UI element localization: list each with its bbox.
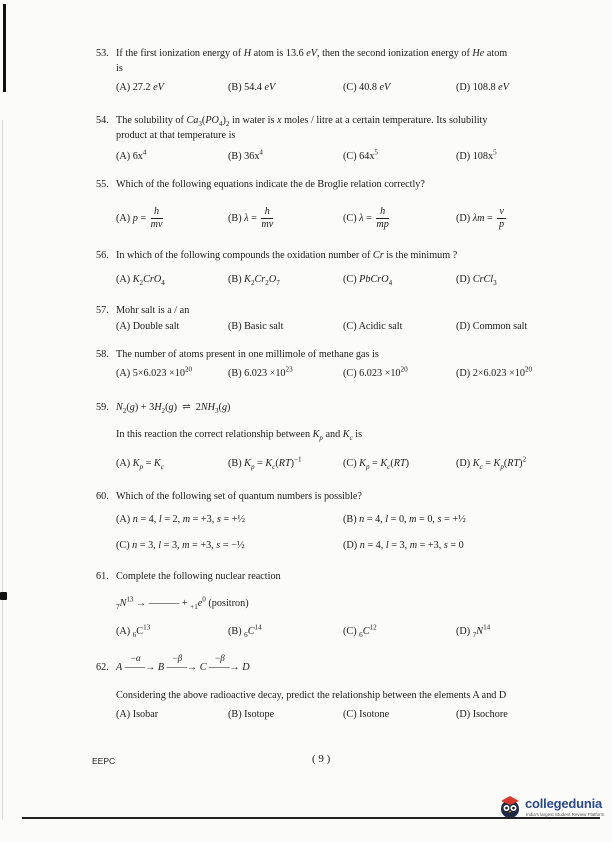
question-59: 59. $N_2(g) + 3H_2(g)$ ⇌ $2NH_3(g)$ [96, 402, 231, 416]
binding-edge-mark [3, 4, 6, 92]
option-62-a: (A) Isobar [116, 709, 159, 720]
option-56-a: (A) $K_2CrO_4$ [116, 274, 165, 288]
options-53 [116, 82, 586, 98]
option-62-c: (C) Isotone [343, 709, 390, 720]
options-60-row1 [116, 514, 586, 530]
options-56 [116, 274, 586, 290]
option-55-d: (D) λm = $\frac{v}{p}$ [456, 206, 505, 230]
option-61-c: (C) $_6C^{12}$ [343, 623, 377, 640]
options-61 [116, 623, 586, 642]
options-60-row2 [116, 540, 586, 556]
option-55-c: (C) λ = $\frac{h}{mp}$ [343, 206, 389, 230]
option-58-a: (A) $5\times 6.023 \times 10^{20}$ [116, 365, 193, 379]
logo-tagline: India's largest Student Review Platform [526, 812, 605, 817]
options-59 [116, 455, 586, 474]
option-53-c: (C) 40.8 eV [343, 82, 391, 93]
question-62-stem: Considering the above radioactive decay, predict the relationship between the elements A and D [116, 690, 507, 701]
page-number: ( 9 ) [312, 753, 331, 765]
option-61-b: (B) $_6C^{14}$ [228, 623, 262, 640]
option-53-b: (B) 54.4 eV [228, 82, 276, 93]
options-62 [116, 709, 586, 725]
option-60-d: (D) n = 4, l = 3, m = +3, s = 0 [343, 540, 464, 551]
binding-hole-mark [0, 592, 7, 600]
option-55-b: (B) λ = $\frac{h}{mv}$ [228, 206, 274, 230]
option-56-c: (C) PbCrO$_4$ [343, 274, 393, 288]
option-54-c: (C) $64x^5$ [343, 148, 378, 162]
option-55-a: (A) p = $\frac{h}{mv}$ [116, 206, 163, 230]
question-60: 60. Which of the following set of quantum numbers is possible? [96, 491, 362, 502]
option-60-c: (C) n = 3, l = 3, m = +3, s = −½ [116, 540, 245, 551]
option-57-d: (D) Common salt [456, 321, 528, 332]
question-59-stem: In this reaction the correct relationship between $K_p$ and $K_c$ is [116, 429, 363, 443]
question-58: 58. The number of atoms present in one millimole of methane gas is [96, 349, 379, 360]
options-54 [116, 148, 586, 167]
option-57-b: (B) Basic salt [228, 321, 284, 332]
logo-name: collegedunia [525, 796, 603, 811]
option-59-d: (D) $K_c = K_p(RT)^2$ [456, 455, 527, 472]
option-62-b: (B) Isotope [228, 709, 275, 720]
option-61-a: (A) $_6C^{13}$ [116, 623, 151, 640]
option-59-c: (C) $K_p = K_c(RT)$ [343, 458, 410, 472]
question-61: 61. Complete the following nuclear reaction [96, 571, 281, 582]
owl-mascot-icon [499, 795, 521, 819]
option-56-b: (B) $K_2Cr_2O_7$ [228, 274, 280, 288]
option-57-a: (A) Double salt [116, 321, 180, 332]
option-59-a: (A) $K_p = K_c$ [116, 458, 164, 472]
bottom-rule [22, 817, 600, 819]
question-55: 55. Which of the following equations indicate the de Broglie relation correctly? [96, 179, 425, 190]
option-54-a: (A) $6x^4$ [116, 148, 147, 162]
question-56: 56. In which of the following compounds the oxidation number of Cr is the minimum ? [96, 250, 458, 261]
option-62-d: (D) Isochore [456, 709, 508, 720]
option-53-d: (D) 108.8 eV [456, 82, 509, 93]
option-58-c: (C) $6.023 \times 10^{20}$ [343, 365, 408, 379]
binding-edge-shadow [2, 120, 3, 820]
options-58 [116, 365, 586, 384]
option-56-d: (D) CrCl$_3$ [456, 274, 497, 288]
option-54-b: (B) $36x^4$ [228, 148, 263, 162]
nuclear-reaction: $_7N^{13}$ → ——— + $_{+1}e^0$ (positron) [116, 595, 249, 612]
question-54: 54. The solubility of $Ca_3(PO_4)_2$ in water is x moles / litre at a certain temperature. Its solubility product at that temperature is [96, 115, 488, 141]
option-58-b: (B) $6.023 \times 10^{23}$ [228, 365, 293, 379]
option-60-b: (B) n = 4, l = 0, m = 0, s = +½ [343, 514, 466, 525]
options-57 [116, 321, 586, 337]
option-61-d: (D) $_7N^{14}$ [456, 623, 491, 640]
question-62: 62. A −α ——→ B −β ——→ C −β ——→ D [96, 653, 250, 673]
option-54-d: (D) $108x^5$ [456, 148, 497, 162]
option-58-d: (D) $2\times 6.023 \times 10^{20}$ [456, 365, 533, 379]
question-57: 57. Mohr salt is a / an [96, 305, 190, 316]
option-60-a: (A) n = 4, l = 2, m = +3, s = +½ [116, 514, 246, 525]
option-57-c: (C) Acidic salt [343, 321, 403, 332]
paper-code: EEPC [92, 756, 116, 766]
question-53: 53. If the first ionization energy of H atom is 13.6 eV, then the second ionization energy of He atom is [96, 48, 508, 74]
option-53-a: (A) 27.2 eV [116, 82, 164, 93]
options-55 [116, 204, 586, 234]
option-59-b: (B) $K_p = K_c(RT)^{-1}$ [228, 455, 302, 472]
